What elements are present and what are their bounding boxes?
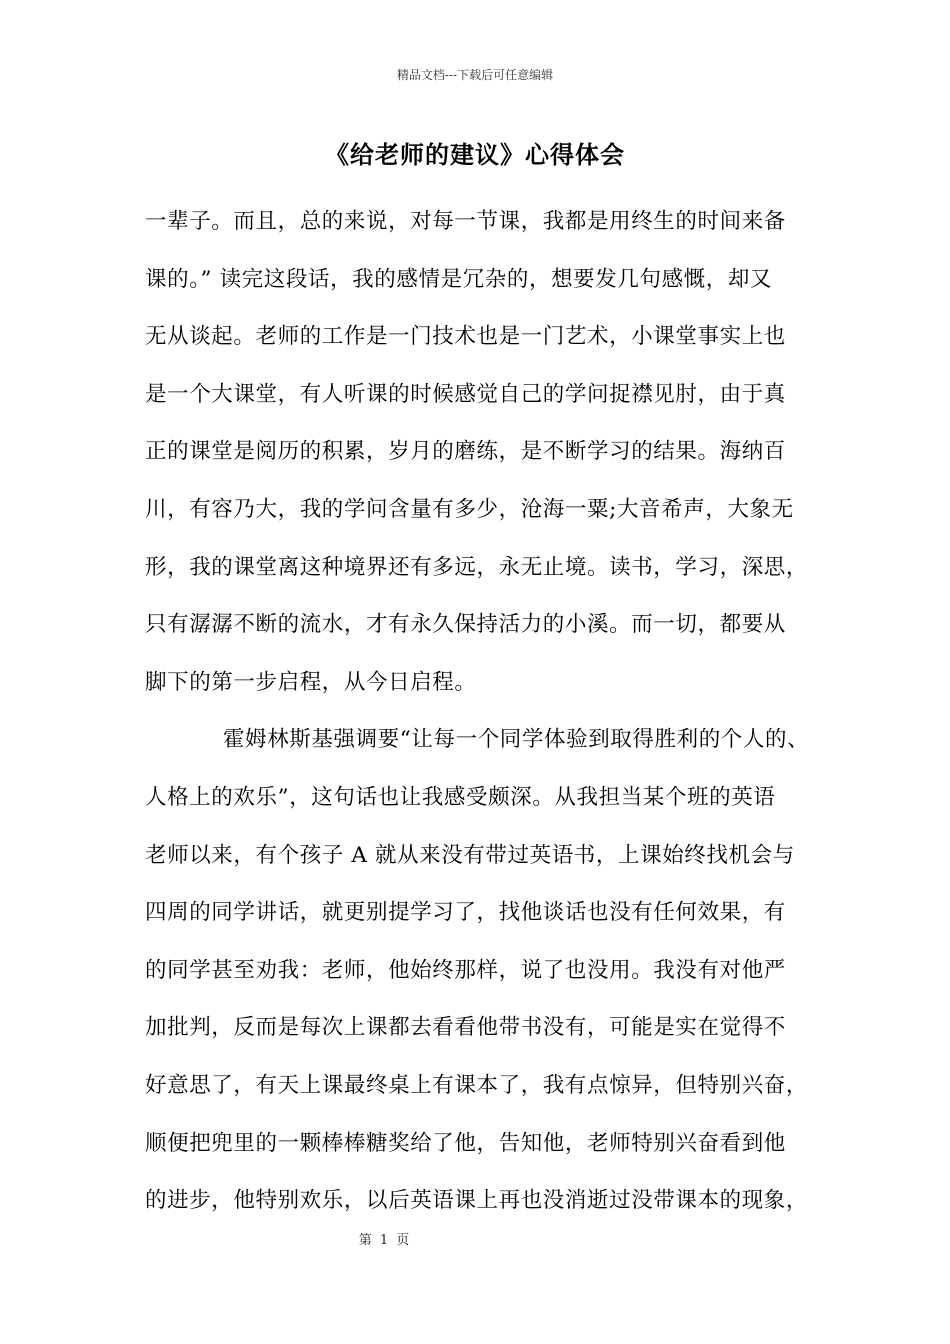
paragraph-line: 顺便把兜里的一颗棒棒糖奖给了他，告知他，老师特别兴奋看到他 — [145, 1130, 786, 1156]
paragraph-line: 脚下的第一步启程，从今日启程。 — [145, 669, 477, 695]
paragraph-line: 霍姆林斯基强调要“让每一个同学体验到取得胜利的个人的、 — [223, 727, 810, 753]
paragraph-line: 只有潺潺不断的流水，才有永久保持活力的小溪。而一切，都要从 — [145, 612, 786, 638]
paragraph-line: 的进步，他特别欢乐，以后英语课上再也没消逝过没带课本的现象， — [145, 1188, 809, 1214]
paragraph-line: 是一个大课堂，有人听课的时候感觉自己的学问捉襟见肘，由于真 — [145, 381, 786, 407]
paragraph-line: 老师以来，有个孩子 A 就从来没有带过英语书，上课始终找机会与 — [145, 842, 795, 868]
paragraph-line: 好意思了，有天上课最终桌上有课本了，我有点惊异，但特别兴奋， — [145, 1072, 809, 1098]
paragraph-line: 四周的同学讲话，就更别提学习了，找他谈话也没有任何效果，有 — [145, 900, 786, 926]
paragraph-line: 人格上的欢乐”，这句话也让我感受颇深。从我担当某个班的英语 — [145, 784, 776, 810]
document-title: 《给老师的建议》心得体会 — [325, 141, 625, 169]
paragraph-line: 的同学甚至劝我：老师，他始终那样，说了也没用。我没有对他严 — [145, 957, 786, 983]
paragraph-line: 一辈子。而且，总的来说，对每一节课，我都是用终生的时间来备 — [145, 209, 786, 234]
paragraph-line: 无从谈起。老师的工作是一门技术也是一门艺术，小课堂事实上也 — [145, 324, 786, 350]
paragraph-line: 加批判，反而是每次上课都去看看他带书没有，可能是实在觉得不 — [145, 1015, 786, 1041]
paragraph-line: 正的课堂是阅历的积累，岁月的磨练，是不断学习的结果。海纳百 — [145, 439, 786, 465]
document-body — [145, 200, 825, 1237]
page-header: 精品文档---下载后可任意编辑 — [396, 68, 554, 82]
paragraph-line: 形，我的课堂离这种境界还有多远，永无止境。读书，学习，深思， — [145, 554, 809, 580]
page-number: 第 1 页 — [358, 1233, 412, 1248]
paragraph-line: 川，有容乃大，我的学问含量有多少，沧海一粟;大音希声，大象无 — [145, 496, 794, 522]
paragraph-line: 课的。” 读完这段话，我的感情是冗杂的，想要发几句感慨，却又 — [145, 266, 773, 292]
